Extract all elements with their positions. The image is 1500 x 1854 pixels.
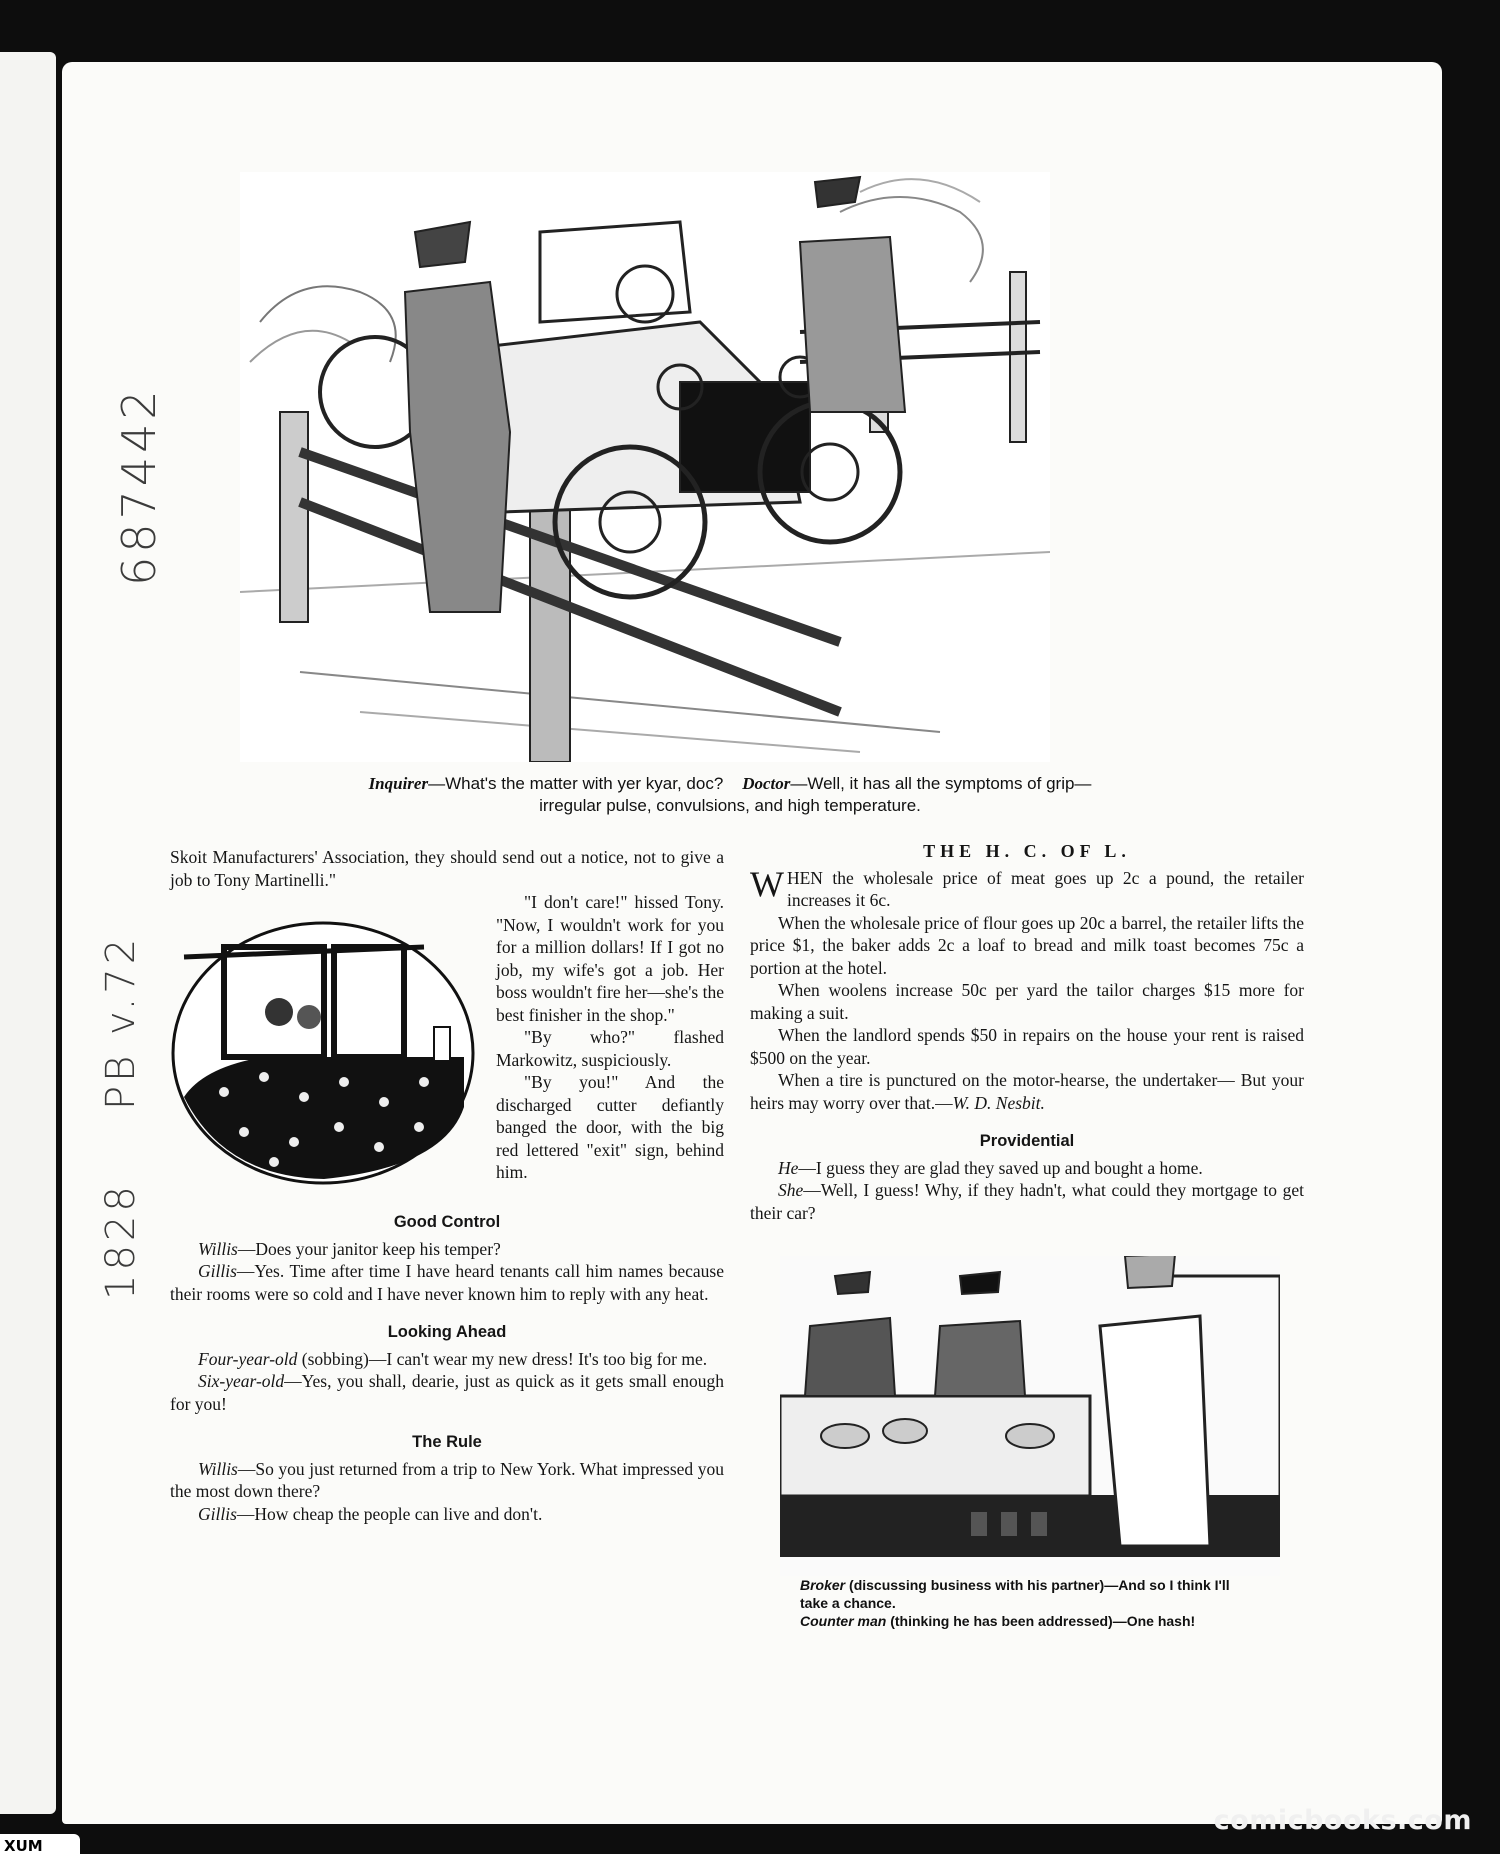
previous-page-edge	[0, 52, 56, 1814]
speaker: Six-year-old	[198, 1371, 285, 1391]
hcl-paragraph-4: When the landlord spends $50 in repairs on the house your rent is raised $500 on the year.	[750, 1025, 1304, 1068]
drop-cap: W	[750, 863, 784, 904]
speaker: Willis	[198, 1238, 238, 1259]
speaker: Gillis	[198, 1261, 237, 1281]
speaker: He	[778, 1157, 799, 1178]
doctor-line: —Well, it has all the symptoms of grip—	[790, 774, 1092, 793]
heading-the-rule: The Rule	[412, 1433, 482, 1451]
dialogue: (thinking he has been addressed)—One hash!	[886, 1613, 1196, 1629]
speaker: She	[778, 1180, 804, 1200]
car-cartoon-illustration	[240, 172, 1050, 762]
car-window-circle-illustration	[164, 917, 482, 1189]
story-paragraph-1: Skoit Manufacturers' Association, they should send out a notice, not to give a job to Tony Martinelli."	[170, 847, 724, 890]
story-paragraph-3: "By who?" flashed Markowitz, suspiciously.	[496, 1027, 724, 1070]
dialogue: —Yes. Time after time I have heard tenants call him names because their rooms were so cold and I have never known him to reply with any heat.	[170, 1261, 724, 1304]
speaker-inquirer: Inquirer	[368, 774, 429, 793]
top-illustration-caption	[200, 773, 1260, 817]
counter-man-line	[800, 1612, 1240, 1630]
right-column	[750, 840, 1304, 1224]
heading-good-control: Good Control	[393, 1213, 501, 1231]
author-signature: W. D. Nesbit.	[952, 1092, 1045, 1113]
dialogue: —How cheap the people can live and don't.	[236, 1503, 543, 1524]
good-control-line-2	[170, 1260, 724, 1305]
dialogue: —Yes, you shall, dearie, just as quick as it gets small enough for you!	[170, 1371, 724, 1414]
watermark-brand: comicbooks.com	[1213, 1805, 1472, 1836]
hcl-paragraph-2: When the wholesale price of flour goes up 20c a barrel, the retailer lifts the price $1, the baker adds 2c a loaf to bread and milk toast becomes 75c a portion at the hotel.	[750, 912, 1304, 978]
story-paragraph-2: "I don't care!" hissed Tony. "Now, I wouldn't work for you for a million dollars! If I got no job, my wife's got a job. Her boss wouldn't fire her—she's the best finisher in the shop."	[496, 892, 724, 1025]
heading-providential: Providential	[979, 1132, 1075, 1150]
handwritten-number-upper: 687442	[112, 386, 166, 586]
lunch-counter-cartoon-illustration	[780, 1256, 1280, 1576]
the-rule-line-1	[170, 1458, 724, 1503]
story-paragraph-4: "By you!" And the discharged cutter defiantly banged the door, with the big red lettered "exit" sign, behind him.	[496, 1072, 724, 1182]
heading-looking-ahead: Looking Ahead	[387, 1323, 507, 1341]
hcl-paragraph-5	[750, 1069, 1304, 1114]
dialogue: —I guess they are glad they saved up and bought a home.	[798, 1157, 1203, 1178]
broker-line	[800, 1576, 1240, 1612]
the-rule-line-2	[170, 1503, 724, 1526]
dialogue: (sobbing)—I can't wear my new dress! It's too big for me.	[297, 1348, 708, 1369]
speaker: Willis	[198, 1458, 238, 1479]
hcl-paragraph-5-text: When a tire is punctured on the motor-hearse, the undertaker— But your heirs may worry over that.—	[750, 1070, 1304, 1113]
dialogue: —Does your janitor keep his temper?	[237, 1238, 501, 1259]
lunch-counter-caption	[800, 1576, 1240, 1630]
speaker: Counter man	[800, 1613, 887, 1629]
corner-tab-label: XUM	[0, 1834, 80, 1854]
handwritten-year-mark: 1828	[98, 1182, 144, 1300]
good-control-line-1	[170, 1238, 724, 1261]
dialogue: (discussing business with his partner)—And so I think I'll take a chance.	[800, 1577, 1230, 1611]
providential-line-2	[750, 1179, 1304, 1224]
speaker: Broker	[800, 1577, 846, 1593]
inquirer-line: —What's the matter with yer kyar, doc?	[428, 774, 724, 793]
looking-ahead-line-2	[170, 1370, 724, 1415]
looking-ahead-line-1	[170, 1348, 724, 1371]
heading-hcl: THE H. C. OF L.	[923, 841, 1131, 861]
handwritten-volume-mark: PB v.72	[98, 934, 144, 1110]
caption-continuation: irregular pulse, convulsions, and high temperature.	[539, 796, 921, 815]
providential-line-1	[750, 1157, 1304, 1180]
speaker-doctor: Doctor	[742, 774, 791, 793]
hcl-paragraph-3: When woolens increase 50c per yard the tailor charges $15 more for making a suit.	[750, 980, 1304, 1023]
speaker: Four-year-old	[198, 1348, 298, 1369]
left-column	[170, 846, 724, 1525]
dialogue: —So you just returned from a trip to New York. What impressed you the most down there?	[170, 1458, 724, 1501]
hcl-paragraph-1	[750, 863, 1304, 912]
speaker: Gillis	[198, 1503, 237, 1524]
hcl-paragraph-1-text: HEN the wholesale price of meat goes up 2c a pound, the retailer increases it 6c.	[786, 867, 1304, 910]
dialogue: —Well, I guess! Why, if they hadn't, what could they mortgage to get their car?	[750, 1180, 1304, 1223]
